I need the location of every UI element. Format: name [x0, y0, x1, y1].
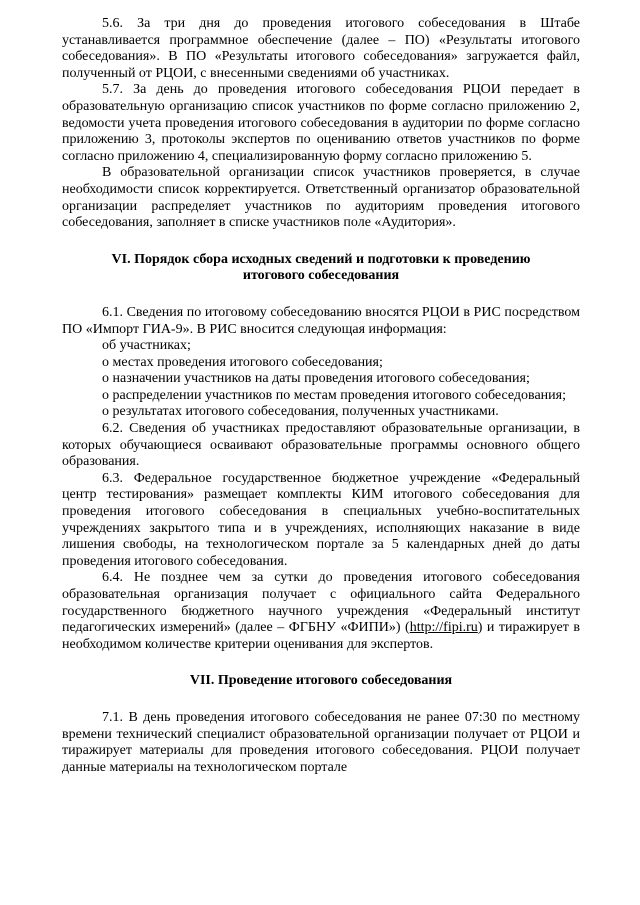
list-item: о распределении участников по местам проведения итогового собеседования; — [102, 387, 566, 403]
section-7-heading: VII. Проведение итогового собеседования — [189, 673, 453, 689]
section-6-heading: VI. Порядок сбора исходных сведений и подготовки к проведению итогового собеседования — [111, 251, 531, 284]
list-item: о результатах итогового собеседования, полученных участниками. — [102, 404, 499, 420]
paragraph-6-1: 6.1. Сведения по итоговому собеседованию вносятся РЦОИ в РИС посредством ПО «Импорт ГИА-9». В РИС вносится следующая информация: — [62, 304, 580, 337]
list-item: об участниках; — [102, 338, 191, 354]
paragraph-6-3: 6.3. Федеральное государственное бюджетное учреждение «Федеральный центр тестирования» размещает комплекты КИМ итогового собеседования для проведения итогового собеседования в специальных учебно-воспитательных учреждениях закрытого типа и в учреждениях, исполняющих наказание в виде лишения свободы, на технологическом портале за 5 календарных дней до даты проведения итогового собеседования. — [62, 470, 580, 569]
list-item: о назначении участников на даты проведения итогового собеседования; — [102, 371, 530, 387]
paragraph-5-7: 5.7. За день до проведения итогового собеседования РЦОИ передает в образовательную организацию список участников по форме согласно приложению 2, ведомости учета проведения итогового собеседования в аудитории по форме согласно приложению 3, протоколы экспертов по оцениванию ответов участников по форме согласно приложению 4, специализированную форму согласно приложению 5. — [62, 82, 580, 164]
paragraph-6-4-text-start: 6.4. Не позднее чем за сутки до проведения итогового собеседования образовательная организация получает с официального сайта Федерального государственного бюджетного научного учреждения «Федеральный институт педагогических измерений» (далее – ФГБНУ «ФИПИ») ( — [62, 570, 580, 636]
paragraph-7-1: 7.1. В день проведения итогового собеседования не ранее 07:30 по местному времени технический специалист образовательной организации получает от РЦОИ и тиражирует материалы для проведения итогового собеседования. РЦОИ получает данные материалы на технологическом портале — [62, 709, 580, 775]
paragraph-6-2: 6.2. Сведения об участниках предоставляют образовательные организации, в которых обучающиеся осваивают образовательные программы основного общего образования. — [62, 421, 580, 470]
paragraph-6-4-text-end: ) и тиражирует в необходимом количестве критерии оценивания для экспертов. — [62, 620, 581, 652]
fipi-link[interactable]: http://fipi.ru — [409, 620, 478, 636]
document-page — [62, 16, 580, 776]
paragraph-5-6: 5.6. За три дня до проведения итогового собеседования в Штабе устанавливается программное обеспечение (далее – ПО) «Результаты итогового собеседования». В ПО «Результаты итогового собеседования» загружается файл, полученный от РЦОИ, с внесенными сведениями об участниках. — [62, 16, 580, 81]
list-item: о местах проведения итогового собеседования; — [102, 354, 383, 370]
paragraph-6-4 — [62, 570, 580, 653]
paragraph-list-check: В образовательной организации список участников проверяется, в случае необходимости список корректируется. Ответственный организатор образовательной организации распределяет участников по аудиториям проведения итогового собеседования, заполняет в списке участников поле «Аудитория». — [62, 165, 580, 231]
